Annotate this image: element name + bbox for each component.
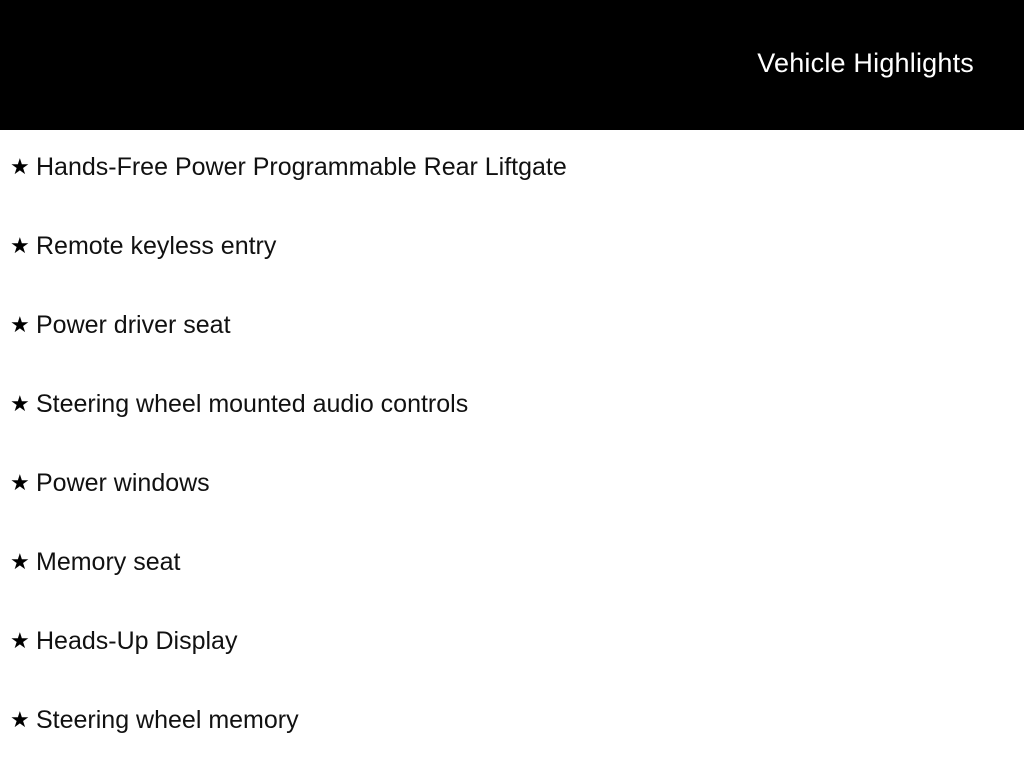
star-icon: ★ [10, 391, 30, 416]
star-icon: ★ [10, 312, 30, 337]
list-item [0, 225, 1024, 304]
list-item [0, 304, 1024, 383]
star-icon: ★ [10, 628, 30, 653]
list-item-label: Heads-Up Display [36, 627, 238, 655]
list-item [0, 146, 1024, 225]
header-bar [0, 0, 1024, 130]
star-icon: ★ [10, 470, 30, 495]
list-item [0, 541, 1024, 620]
list-item-label: Steering wheel memory [36, 706, 299, 734]
list-item-label: Hands-Free Power Programmable Rear Liftgate [36, 153, 567, 181]
star-icon: ★ [10, 549, 30, 574]
list-item [0, 620, 1024, 699]
star-icon: ★ [10, 154, 30, 179]
list-item-label: Steering wheel mounted audio controls [36, 390, 469, 418]
list-item [0, 462, 1024, 541]
list-item [0, 699, 1024, 768]
list-item-label: Power windows [36, 469, 210, 497]
vehicle-highlights-list [0, 146, 1024, 768]
list-item-label: Remote keyless entry [36, 232, 277, 260]
list-item [0, 383, 1024, 462]
list-item-label: Memory seat [36, 548, 181, 576]
list-item-label: Power driver seat [36, 311, 231, 339]
star-icon: ★ [10, 707, 30, 732]
page-title: Vehicle Highlights [757, 48, 974, 78]
star-icon: ★ [10, 233, 30, 258]
